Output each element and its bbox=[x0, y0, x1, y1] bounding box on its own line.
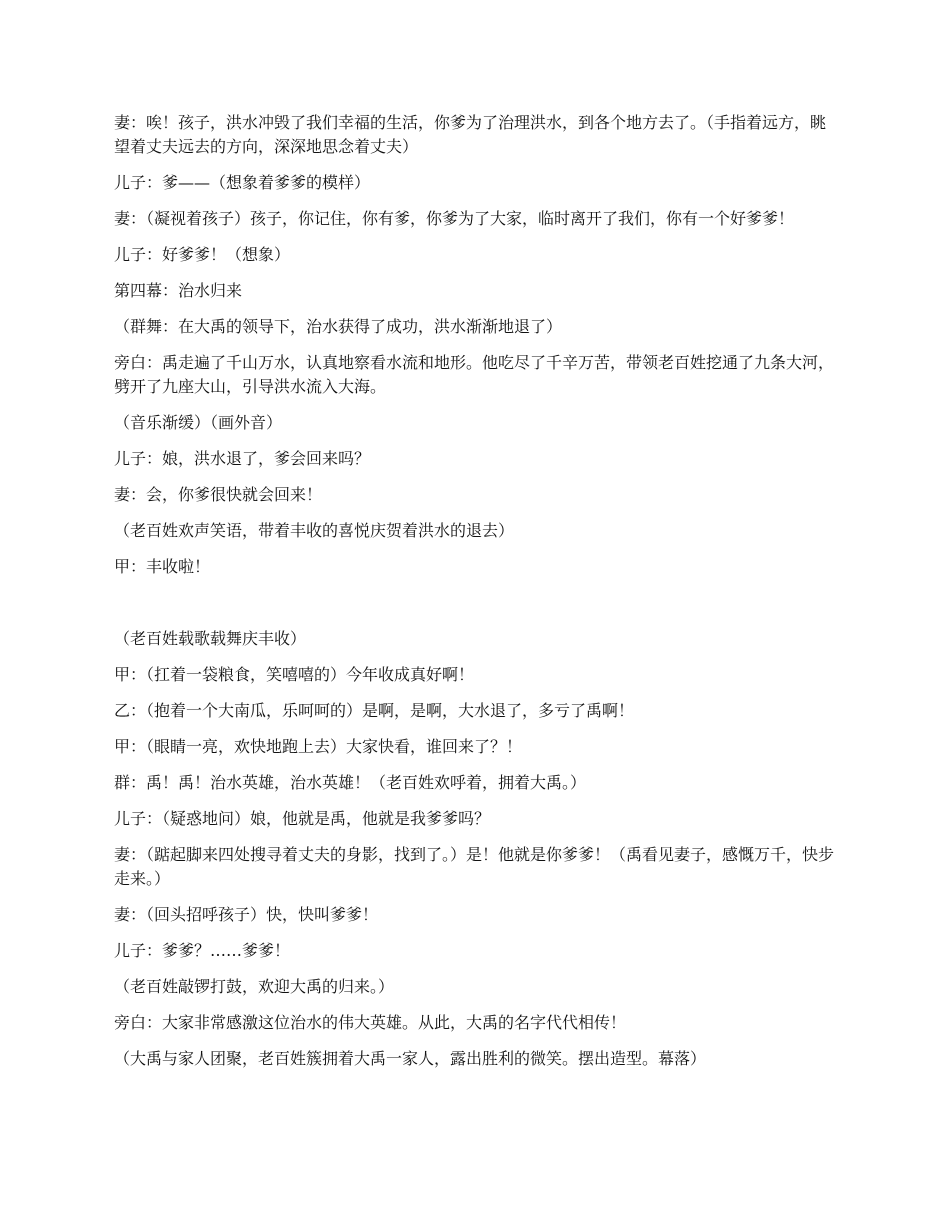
paragraph-7: 旁白：禹走遍了千山万水，认真地察看水流和地形。他吃尽了千辛万苦，带领老百姓挖通了九条大河，劈开了九座大山，引导洪水流入大海。 bbox=[114, 353, 835, 396]
paragraph-4: 儿子：好爹爹！（想象） bbox=[114, 245, 291, 264]
paragraph-10: 妻：会，你爹很快就会回来！ bbox=[114, 485, 323, 504]
paragraph-12: 甲：丰收啦！ bbox=[114, 557, 211, 576]
paragraph-22: （老百姓敲锣打鼓，欢迎大禹的归来。） bbox=[114, 977, 395, 996]
act-heading: 第四幕：治水归来 bbox=[114, 281, 243, 300]
paragraph-2: 儿子：爹——（想象着爹爹的模样） bbox=[114, 173, 371, 192]
script-text bbox=[114, 111, 840, 1083]
paragraph-24: （大禹与家人团聚，老百姓簇拥着大禹一家人，露出胜利的微笑。摆出造型。幕落） bbox=[114, 1049, 707, 1068]
paragraph-13: （老百姓载歌载舞庆丰收） bbox=[114, 629, 307, 648]
paragraph-15: 乙：（抱着一个大南瓜，乐呵呵的）是啊，是啊，大水退了，多亏了禹啊！ bbox=[114, 701, 635, 720]
paragraph-16: 甲：（眼睛一亮，欢快地跑上去）大家快看，谁回来了？！ bbox=[114, 737, 523, 756]
paragraph-1: 妻：唉！孩子，洪水冲毁了我们幸福的生活，你爹为了治理洪水，到各个地方去了。（手指着远方，眺望着丈夫远去的方向，深深地思念着丈夫） bbox=[114, 113, 827, 156]
paragraph-6: （群舞：在大禹的领导下，治水获得了成功，洪水渐渐地退了） bbox=[114, 317, 563, 336]
paragraph-19: 妻：（踮起脚来四处搜寻着丈夫的身影，找到了。）是！他就是你爹爹！（禹看见妻子，感慨万千，快步走来。） bbox=[114, 845, 835, 888]
paragraph-18: 儿子：（疑惑地问）娘，他就是禹，他就是我爹爹吗？ bbox=[114, 809, 491, 828]
paragraph-14: 甲：（扛着一袋粮食，笑嘻嘻的）今年收成真好啊！ bbox=[114, 665, 475, 684]
paragraph-3: 妻：（凝视着孩子）孩子，你记住，你有爹，你爹为了大家，临时离开了我们，你有一个好爹爹！ bbox=[114, 209, 795, 228]
paragraph-11: （老百姓欢声笑语，带着丰收的喜悦庆贺着洪水的退去） bbox=[114, 521, 515, 540]
paragraph-23: 旁白：大家非常感激这位治水的伟大英雄。从此，大禹的名字代代相传！ bbox=[114, 1013, 627, 1032]
paragraph-20: 妻：（回头招呼孩子）快，快叫爹爹！ bbox=[114, 905, 379, 924]
paragraph-9: 儿子：娘，洪水退了，爹会回来吗？ bbox=[114, 449, 371, 468]
paragraph-8: （音乐渐缓）（画外音） bbox=[114, 413, 283, 432]
paragraph-21: 儿子：爹爹？……爹爹！ bbox=[114, 941, 291, 960]
paragraph-17: 群：禹！禹！治水英雄，治水英雄！（老百姓欢呼着，拥着大禹。） bbox=[114, 773, 587, 792]
